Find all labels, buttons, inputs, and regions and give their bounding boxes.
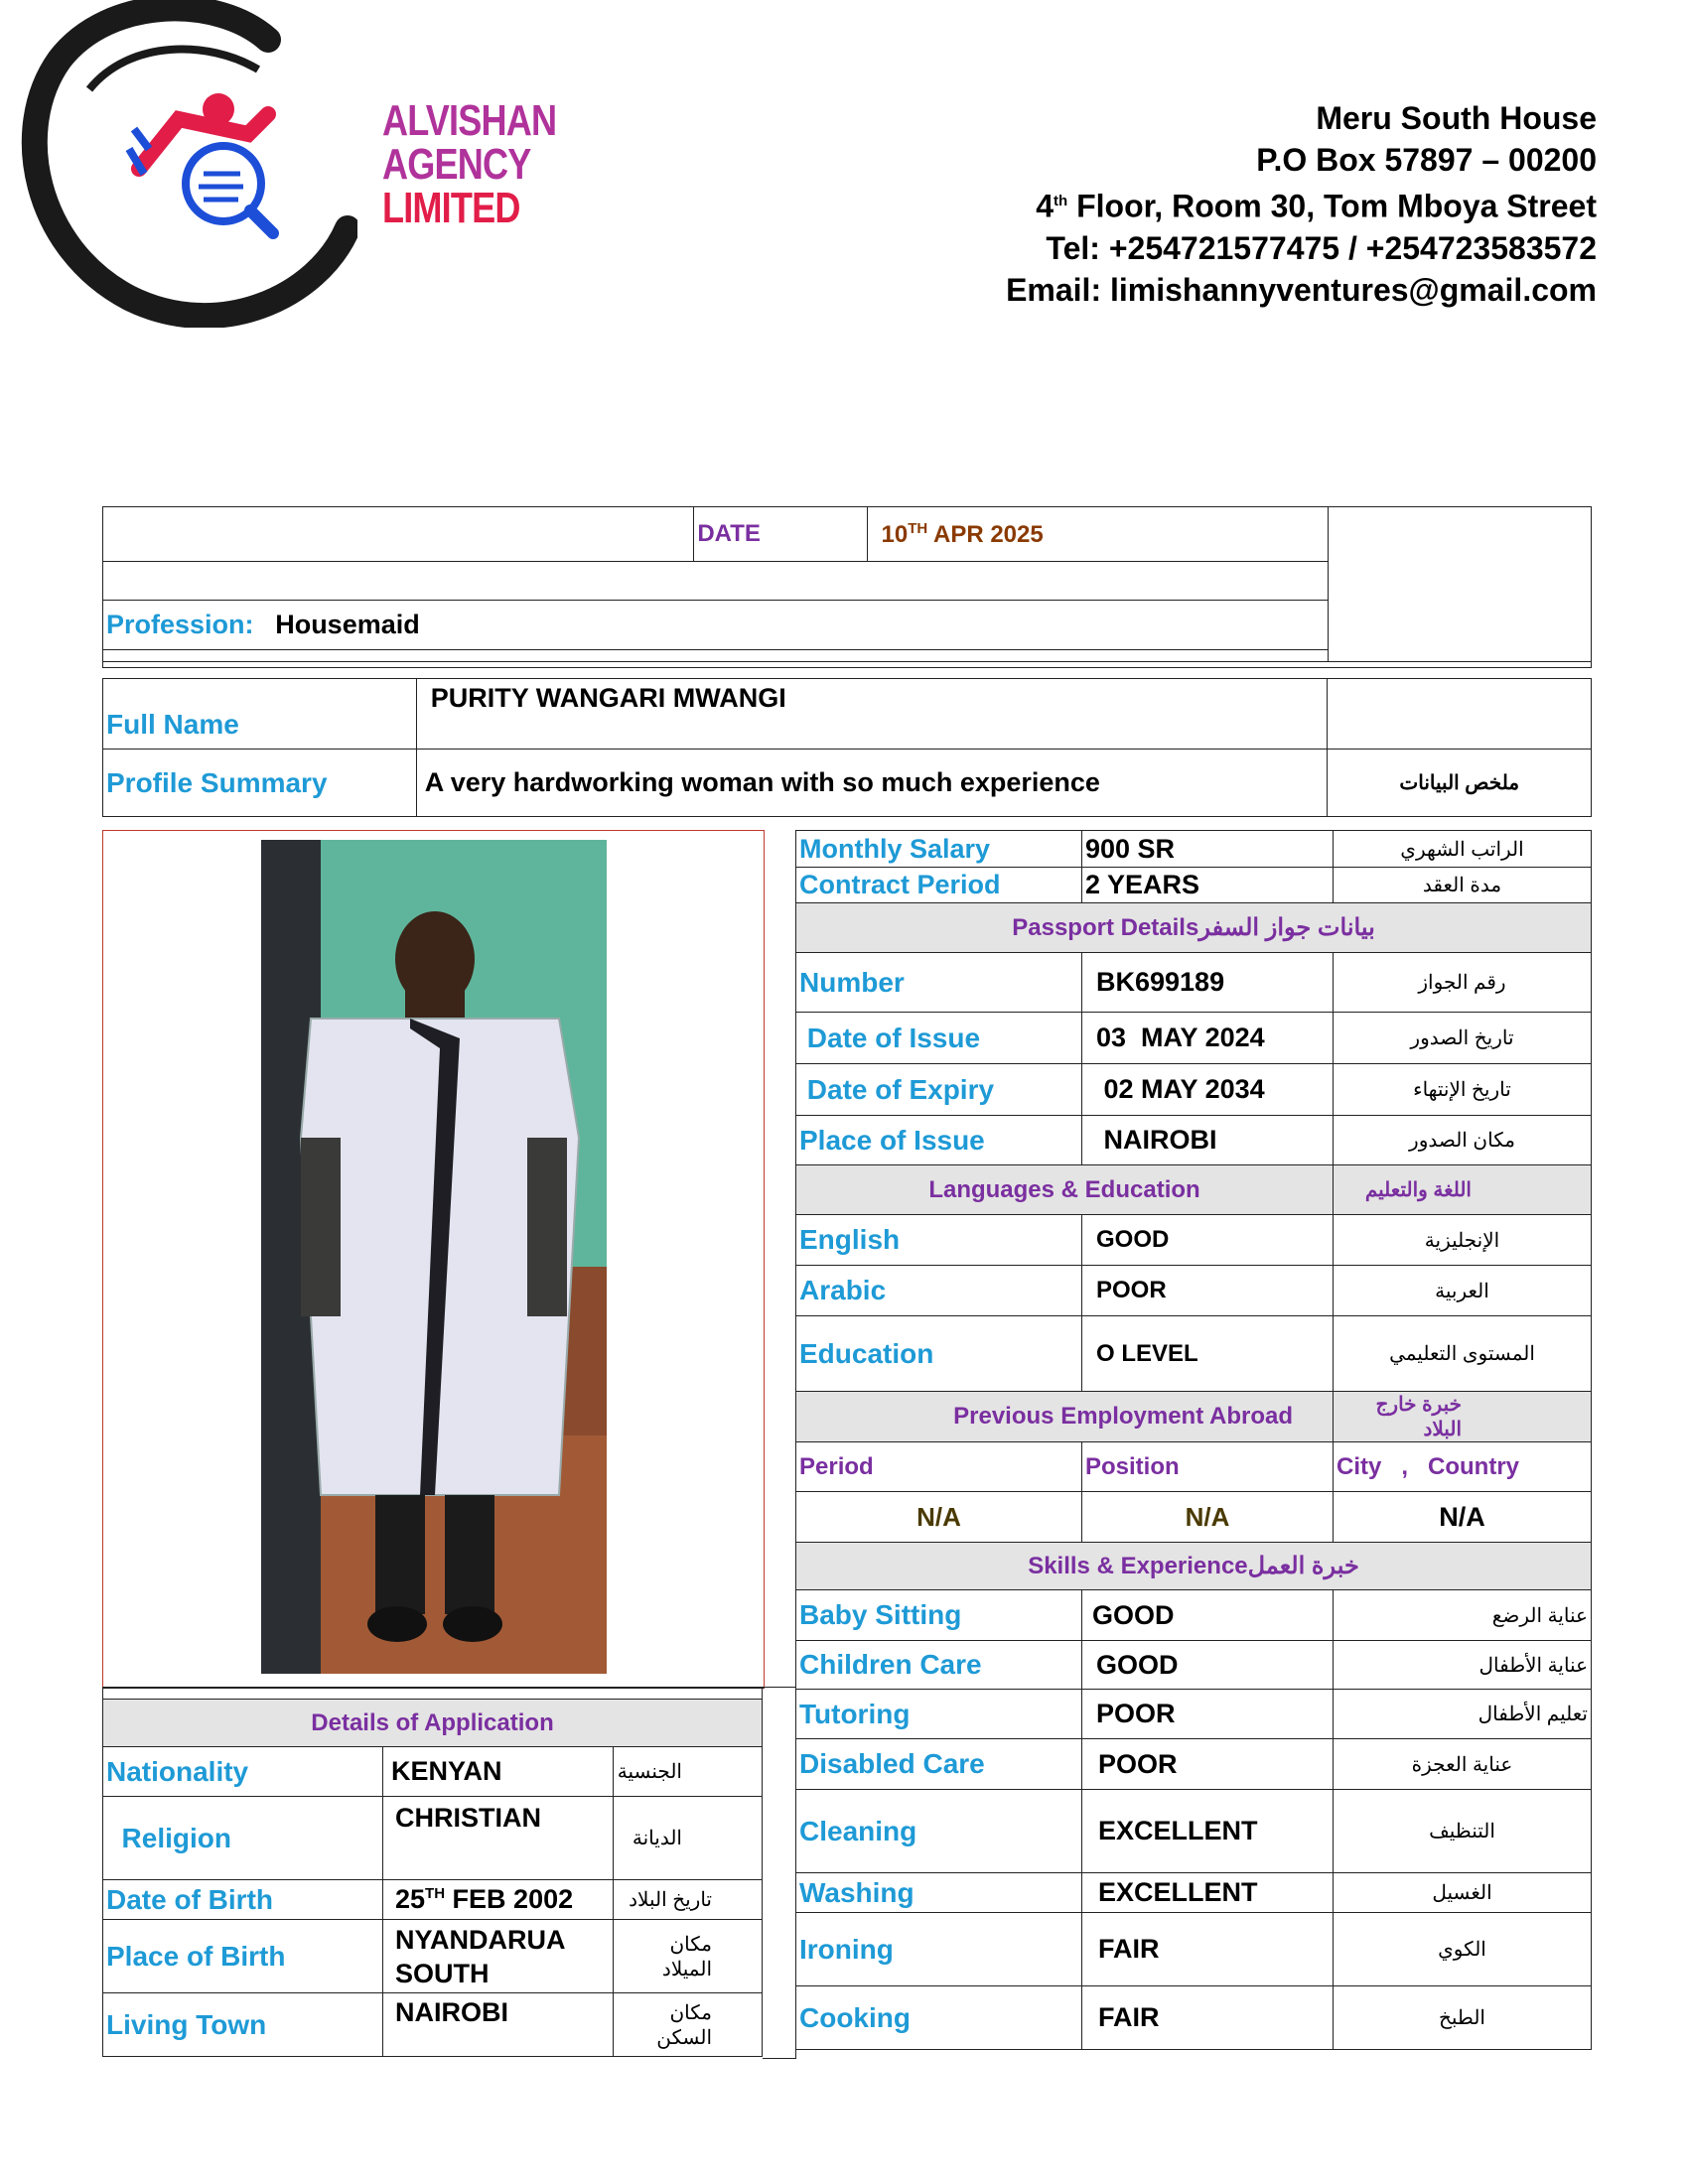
floor-number: 4 <box>1036 188 1055 224</box>
skills-header: Skills & Experienceخبرة العمل <box>796 1543 1592 1590</box>
full-name-label: Full Name <box>103 679 417 750</box>
contract-value: 2 YEARS <box>1082 868 1334 903</box>
profession-label: Profession: <box>106 610 254 639</box>
skill-cooking-ar: الطبخ <box>1334 1986 1592 2050</box>
pob-label: Place of Birth <box>103 1920 383 1993</box>
address-line-4: Tel: +254721577475 / +254723583572 <box>1046 229 1597 266</box>
floor-suffix: th <box>1054 193 1068 209</box>
address-line-3 <box>1006 181 1597 227</box>
skill-cleaning-ar: التنظيف <box>1334 1790 1592 1873</box>
religion-label: Religion <box>103 1797 383 1880</box>
nationality-ar: الجنسية <box>614 1747 763 1797</box>
prev-employment-header: Previous Employment Abroad <box>796 1392 1334 1442</box>
salary-ar: الراتب الشهري <box>1334 831 1592 868</box>
skill-baby-sitting-value: GOOD <box>1082 1590 1334 1641</box>
living-town-label: Living Town <box>103 1993 383 2057</box>
prev-position-value: N/A <box>1082 1492 1334 1543</box>
skill-baby-sitting-ar: عناية الرضع <box>1334 1590 1592 1641</box>
profile-summary-label: Profile Summary <box>103 750 417 817</box>
address-line-5: Email: limishannyventures@gmail.com <box>1006 271 1597 308</box>
skill-cleaning-value: EXCELLENT <box>1082 1790 1334 1873</box>
skill-tutoring-label: Tutoring <box>796 1690 1082 1739</box>
dob-ar: تاريخ البلاد <box>614 1880 763 1920</box>
skill-baby-sitting-label: Baby Sitting <box>796 1590 1082 1641</box>
arabic-label: Arabic <box>796 1266 1082 1316</box>
skill-tutoring-ar: تعليم الأطفال <box>1334 1690 1592 1739</box>
skill-ironing-label: Ironing <box>796 1913 1082 1986</box>
skill-ironing-ar: الكوي <box>1334 1913 1592 1986</box>
contract-ar: مدة العقد <box>1334 868 1592 903</box>
place-issue-value: NAIROBI <box>1082 1116 1334 1165</box>
skill-washing-ar: الغسيل <box>1334 1873 1592 1913</box>
profession-row <box>103 601 1329 650</box>
religion-ar: الديانة <box>614 1797 763 1880</box>
education-value: O LEVEL <box>1082 1316 1334 1392</box>
passport-number-ar: رقم الجواز <box>1334 953 1592 1013</box>
prev-city-country-value: N/A <box>1334 1492 1592 1543</box>
expiry-date-value: 02 MAY 2034 <box>1082 1064 1334 1116</box>
passport-header: Passport Detailsبيانات جواز السفر <box>796 903 1592 953</box>
skill-children-care-label: Children Care <box>796 1641 1082 1690</box>
prev-period-value: N/A <box>796 1492 1082 1543</box>
living-town-ar: مكان السكن <box>614 1993 763 2057</box>
expiry-date-label: Date of Expiry <box>796 1064 1082 1116</box>
salary-value: 900 SR <box>1082 831 1334 868</box>
skill-disabled-care-label: Disabled Care <box>796 1739 1082 1790</box>
nationality-label: Nationality <box>103 1747 383 1797</box>
skill-children-care-ar: عناية الأطفال <box>1334 1641 1592 1690</box>
arabic-ar: العربية <box>1334 1266 1592 1316</box>
top-info-table <box>102 506 1592 668</box>
pob-value: NYANDARUA SOUTH <box>383 1920 614 1993</box>
profession-value: Housemaid <box>275 610 420 639</box>
agency-name <box>382 96 557 232</box>
prev-period-header: Period <box>796 1442 1082 1492</box>
issue-date-value: 03 MAY 2024 <box>1082 1013 1334 1064</box>
candidate-photo <box>261 840 607 1674</box>
full-name-value: PURITY WANGARI MWANGI <box>416 679 1328 750</box>
agency-logo <box>20 0 357 328</box>
arabic-value: POOR <box>1082 1266 1334 1316</box>
english-label: English <box>796 1215 1082 1266</box>
agency-line-2: AGENCY <box>382 140 531 189</box>
religion-value: CHRISTIAN <box>383 1797 614 1880</box>
passport-number-label: Number <box>796 953 1082 1013</box>
prev-city-country-header: City , Country <box>1334 1442 1592 1492</box>
column-gutter <box>763 1687 796 2059</box>
english-ar: الإنجليزية <box>1334 1215 1592 1266</box>
dob-label: Date of Birth <box>103 1880 383 1920</box>
skill-cleaning-label: Cleaning <box>796 1790 1082 1873</box>
living-town-value: NAIROBI <box>383 1993 614 2057</box>
prev-employment-header-ar: خبرة خارج البلاد <box>1334 1392 1592 1442</box>
skill-cooking-value: FAIR <box>1082 1986 1334 2050</box>
skill-disabled-care-value: POOR <box>1082 1739 1334 1790</box>
name-profile-table <box>102 678 1592 817</box>
skill-tutoring-value: POOR <box>1082 1690 1334 1739</box>
place-issue-label: Place of Issue <box>796 1116 1082 1165</box>
date-value: 10TH APR 2025 <box>867 507 1329 562</box>
skill-ironing-value: FAIR <box>1082 1913 1334 1986</box>
address-line-1: Meru South House <box>1316 100 1597 136</box>
languages-header: Languages & Education <box>796 1165 1334 1215</box>
expiry-date-ar: تاريخ الإنتهاء <box>1334 1064 1592 1116</box>
floor-rest: Floor, Room 30, Tom Mboya Street <box>1067 188 1597 224</box>
passport-number-value: BK699189 <box>1082 953 1334 1013</box>
profile-summary-value: A very hardworking woman with so much experience <box>416 750 1328 817</box>
address-line-2: P.O Box 57897 – 00200 <box>1256 142 1597 178</box>
profile-summary-ar: ملخص البيانات <box>1328 750 1592 817</box>
english-value: GOOD <box>1082 1215 1334 1266</box>
place-issue-ar: مكان الصدور <box>1334 1116 1592 1165</box>
prev-position-header: Position <box>1082 1442 1334 1492</box>
agency-line-3: LIMITED <box>382 184 520 232</box>
skill-children-care-value: GOOD <box>1082 1641 1334 1690</box>
nationality-value: KENYAN <box>383 1747 614 1797</box>
issue-date-ar: تاريخ الصدور <box>1334 1013 1592 1064</box>
dob-value: 25TH FEB 2002 <box>383 1880 614 1920</box>
agency-address <box>1006 97 1597 311</box>
contract-label: Contract Period <box>796 868 1082 903</box>
pob-ar: مكان الميلاد <box>614 1920 763 1993</box>
skill-disabled-care-ar: عناية العجزة <box>1334 1739 1592 1790</box>
salary-label: Monthly Salary <box>796 831 1082 868</box>
details-header: Details of Application <box>103 1700 763 1747</box>
skill-cooking-label: Cooking <box>796 1986 1082 2050</box>
right-table <box>795 830 1592 2050</box>
education-ar: المستوى التعليمي <box>1334 1316 1592 1392</box>
education-label: Education <box>796 1316 1082 1392</box>
languages-header-ar: اللغة والتعليم <box>1334 1165 1592 1215</box>
agency-line-1: ALVISHAN <box>382 96 557 145</box>
issue-date-label: Date of Issue <box>796 1013 1082 1064</box>
skill-washing-value: EXCELLENT <box>1082 1873 1334 1913</box>
skill-washing-label: Washing <box>796 1873 1082 1913</box>
date-label: DATE <box>694 507 867 562</box>
details-table <box>102 1687 763 2057</box>
